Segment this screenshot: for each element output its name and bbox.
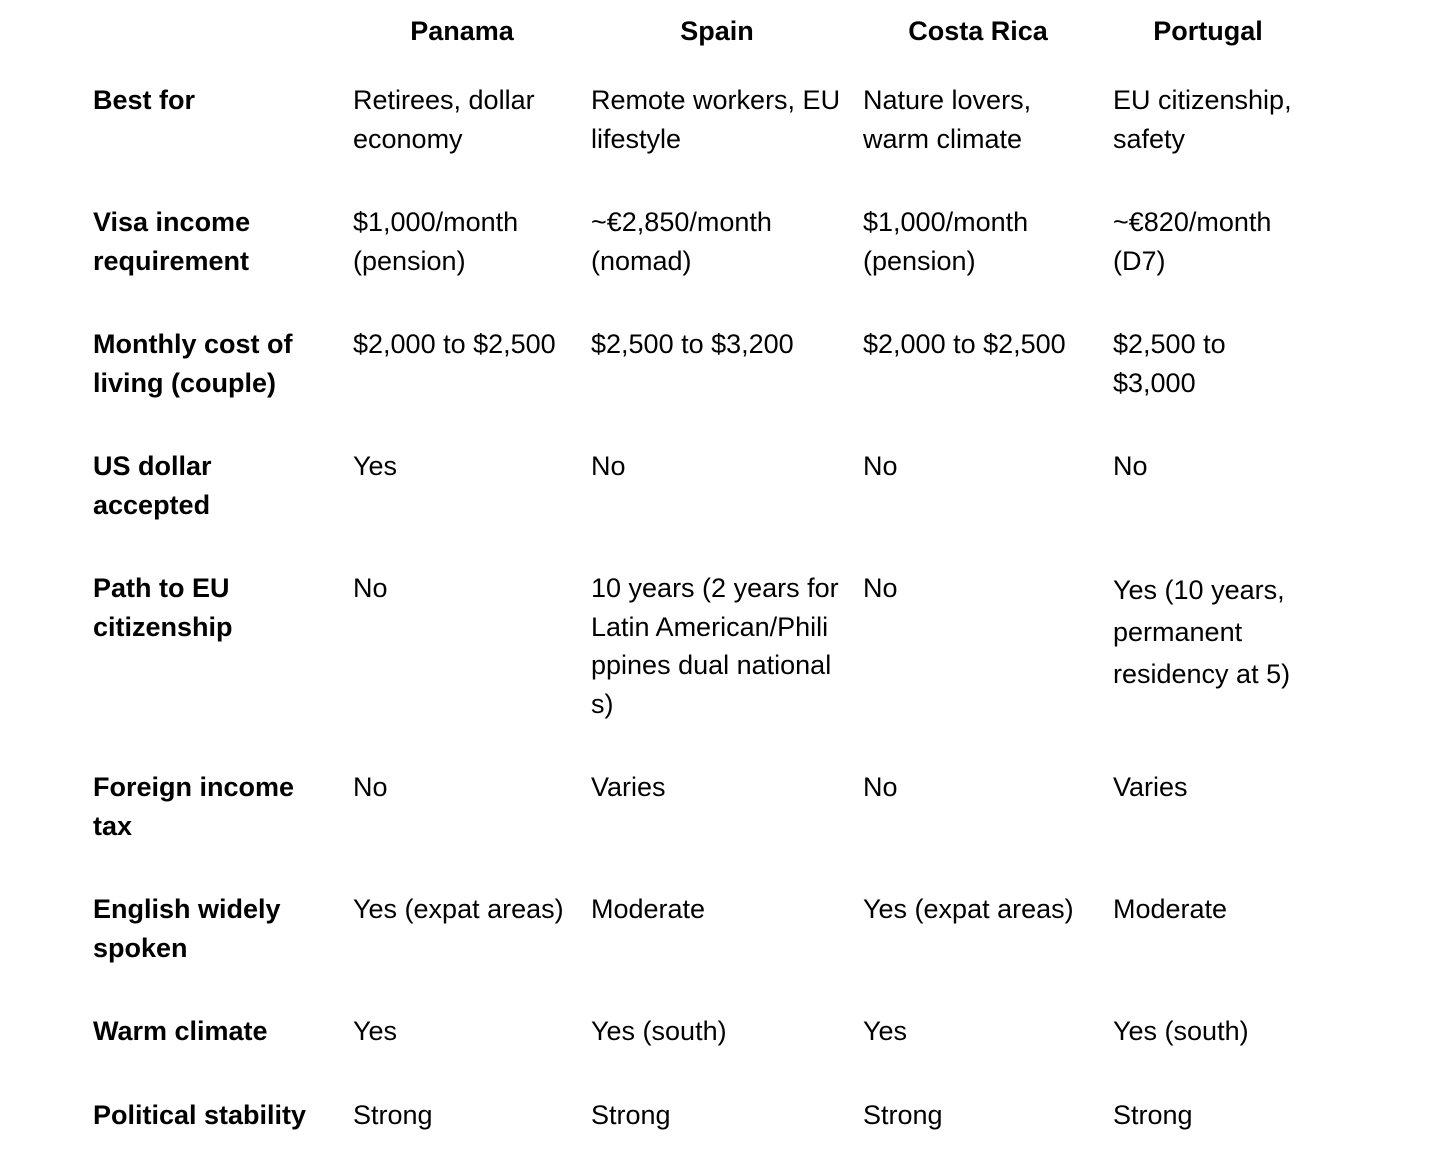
row-label-english-spoken: English widely spoken (83, 873, 343, 995)
table-cell: $2,000 to $2,500 (343, 308, 581, 430)
table-cell: Yes (south) (1103, 995, 1313, 1079)
table-row (83, 1079, 1313, 1162)
table-row (83, 995, 1313, 1079)
table-cell: 10 years (2 years for Latin American/Philippines dual nationals) (581, 552, 853, 751)
table-cell: $2,500 to $3,200 (581, 308, 853, 430)
table-cell: Varies (1103, 751, 1313, 873)
row-label-political-stability: Political stability (83, 1079, 343, 1162)
corner-cell (83, 0, 343, 64)
header-row (83, 0, 1313, 64)
table-cell: ~€2,850/month (nomad) (581, 186, 853, 308)
table-cell: No (853, 552, 1103, 751)
table-cell: $2,000 to $2,500 (853, 308, 1103, 430)
table-cell: Remote workers, EU lifestyle (581, 64, 853, 186)
table-cell: EU citizenship, safety (1103, 64, 1313, 186)
row-label-us-dollar: US dollar accepted (83, 430, 343, 552)
table-row (83, 64, 1313, 186)
table-cell: Varies (581, 751, 853, 873)
table-cell: No (1103, 430, 1313, 552)
row-label-best-for: Best for (83, 64, 343, 186)
column-header-portugal: Portugal (1103, 0, 1313, 64)
table-cell: No (853, 430, 1103, 552)
table-cell: No (343, 751, 581, 873)
table-cell: $1,000/month (pension) (343, 186, 581, 308)
table-cell: Retirees, dollar economy (343, 64, 581, 186)
row-label-foreign-income-tax: Foreign income tax (83, 751, 343, 873)
table-cell: Yes (south) (581, 995, 853, 1079)
table-cell: Yes (expat areas) (853, 873, 1103, 995)
table-cell: Moderate (1103, 873, 1313, 995)
column-header-panama: Panama (343, 0, 581, 64)
table-cell: $2,500 to $3,000 (1103, 308, 1313, 430)
table-cell: $1,000/month (pension) (853, 186, 1103, 308)
table-cell: Strong (581, 1079, 853, 1162)
row-label-eu-citizenship: Path to EU citizenship (83, 552, 343, 751)
table-cell: Strong (853, 1079, 1103, 1162)
row-label-visa-income: Visa income requirement (83, 186, 343, 308)
table-cell: ~€820/month (D7) (1103, 186, 1313, 308)
table-row (83, 430, 1313, 552)
table-row (83, 751, 1313, 873)
table-cell: No (581, 430, 853, 552)
table-cell: Strong (343, 1079, 581, 1162)
table-cell: Yes (853, 995, 1103, 1079)
table-cell: Strong (1103, 1079, 1313, 1162)
table-cell: Yes (10 years, permanent residency at 5) (1103, 552, 1313, 751)
column-header-spain: Spain (581, 0, 853, 64)
row-label-warm-climate: Warm climate (83, 995, 343, 1079)
table-cell: Moderate (581, 873, 853, 995)
comparison-table (83, 0, 1313, 1162)
table-cell: Yes (343, 430, 581, 552)
table-row (83, 308, 1313, 430)
table-cell: No (343, 552, 581, 751)
table-cell: Yes (expat areas) (343, 873, 581, 995)
table-row (83, 873, 1313, 995)
row-label-cost-of-living: Monthly cost of living (couple) (83, 308, 343, 430)
table-row (83, 552, 1313, 751)
table-cell: No (853, 751, 1103, 873)
table-row (83, 186, 1313, 308)
table-cell: Nature lovers, warm climate (853, 64, 1103, 186)
table-cell: Yes (343, 995, 581, 1079)
column-header-costa-rica: Costa Rica (853, 0, 1103, 64)
